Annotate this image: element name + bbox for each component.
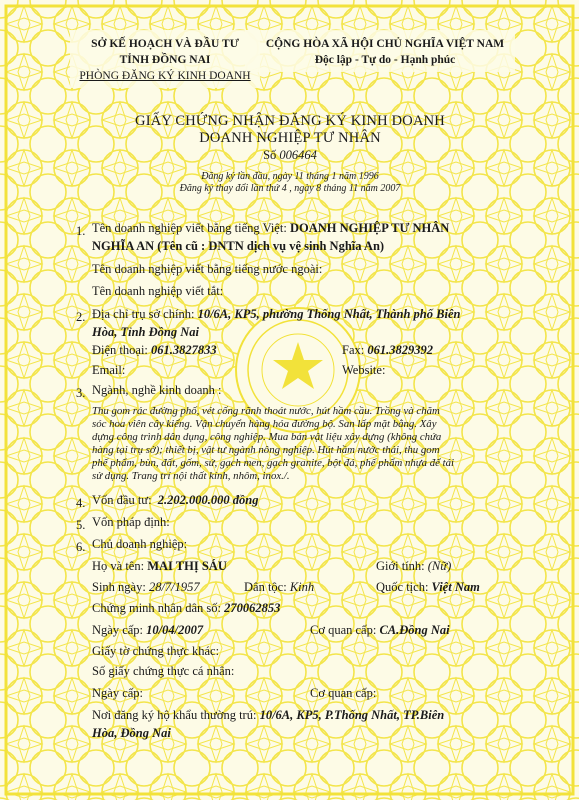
s2-phone: Điện thoại: 061.3827833 [92, 343, 217, 357]
s6-id-number: Chứng minh nhân dân số: 270062853 [92, 601, 281, 615]
s6-other-issue-agency: Cơ quan cấp: [310, 686, 377, 700]
s6-gender: Giới tính: (Nữ) [376, 559, 452, 573]
business-line: phế phẩm, bùn, đất, gốm, sứ, gạch men, gạch granite, bột đá, phế phẩm nhựa để tái [92, 457, 455, 469]
issuer-department: SỞ KẾ HOẠCH VÀ ĐẦU TƯ [91, 38, 239, 50]
s6-owner-label: Chủ doanh nghiệp: [92, 537, 188, 551]
s4-capital: Vốn đầu tư: 2.202.000.000 đồng [92, 493, 259, 507]
s6-other-issue-date: Ngày cấp: [92, 686, 144, 700]
business-line: sóc hoa viên cây kiểng. Vận chuyển hàng hóa đường bộ. San lấp mặt bằng. Xây [92, 418, 437, 430]
s2-address: Địa chỉ trụ sở chính: 10/6A, KP5, phường Thống Nhất, Thành phố Biên [92, 307, 461, 321]
s6-residence: Nơi đăng ký hộ khẩu thường trú: 10/6A, KP5, P.Thống Nhất, TP.Biên [92, 708, 445, 722]
s2-address-continued: Hòa, Tỉnh Đồng Nai [92, 325, 199, 339]
change-registration: Đăng ký thay đổi lần thứ 4 , ngày 8 tháng 11 năm 2007 [179, 183, 401, 194]
certificate-number: Số 006464 [263, 148, 317, 162]
republic-title: CỘNG HÒA XÃ HỘI CHỦ NGHĨA VIỆT NAM [265, 38, 505, 50]
s6-dob: Sinh ngày: 28/7/1957 [92, 580, 200, 594]
s6-other-document: Giấy tờ chứng thực khác: [92, 644, 220, 658]
s2-email: Email: [92, 363, 126, 377]
s6-id-issue-agency: Cơ quan cấp: CA.Đồng Nai [310, 623, 450, 637]
s6-owner-name: Họ và tên: MAI THỊ SÁU [92, 559, 227, 573]
certificate-title: GIẤY CHỨNG NHẬN ĐĂNG KÝ KINH DOANH [135, 113, 445, 129]
s6-other-document-number: Số giấy chứng thực cá nhân: [92, 664, 235, 678]
s6-number: 6. [76, 540, 86, 554]
s1-name-vn: Tên doanh nghiệp viết bằng tiếng Việt: DOANH NGHIỆP TƯ NHÂN [92, 221, 450, 235]
s6-residence-continued: Hòa, Đồng Nai [92, 726, 171, 740]
s6-nationality: Quốc tịch: Việt Nam [376, 580, 480, 594]
s1-name-vn-continued: NGHĨA AN (Tên cũ : DNTN dịch vụ vệ sinh Nghĩa An) [92, 239, 385, 253]
s5-legal-capital: Vốn pháp định: [92, 515, 170, 529]
s2-number: 2. [76, 310, 86, 324]
business-line: dựng công trình dân dụng, công nghiệp. Mua bán vật liệu xây dựng (không chứa [92, 431, 442, 443]
national-motto: Độc lập - Tự do - Hạnh phúc [314, 54, 456, 66]
s3-number: 3. [76, 386, 86, 400]
s1-name-short: Tên doanh nghiệp viết tắt: [92, 284, 224, 298]
s2-website: Website: [342, 363, 386, 377]
first-registration: Đăng ký lần đầu, ngày 11 tháng 1 năm 1996 [201, 171, 379, 182]
business-line: sử dụng. Trang trí nội thất kính, nhôm, inox./. [92, 470, 290, 482]
business-line: Thu gom rác đường phố, vét cống rãnh thoát nước, hút hầm cầu. Trồng và chăm [92, 405, 440, 417]
s6-ethnicity: Dân tộc: Kinh [244, 580, 315, 594]
s1-name-foreign: Tên doanh nghiệp viết bằng tiếng nước ngoài: [92, 262, 323, 276]
s3-label: Ngành, nghề kinh doanh : [92, 383, 222, 397]
s2-fax: Fax: 061.3829392 [342, 343, 433, 357]
s1-number: 1. [76, 224, 86, 238]
issuer-province: TỈNH ĐỒNG NAI [119, 54, 211, 66]
enterprise-type: DOANH NGHIỆP TƯ NHÂN [199, 130, 381, 146]
s6-id-issue-date: Ngày cấp: 10/04/2007 [92, 623, 204, 637]
s5-number: 5. [76, 518, 86, 532]
issuer-office: PHÒNG ĐĂNG KÝ KINH DOANH [79, 70, 251, 82]
business-line: hàng tại trụ sở); thiết bị, vật tư ngành nông nghiệp. Hút hầm nước thải, thu gom [92, 444, 440, 456]
s4-number: 4. [76, 496, 86, 510]
